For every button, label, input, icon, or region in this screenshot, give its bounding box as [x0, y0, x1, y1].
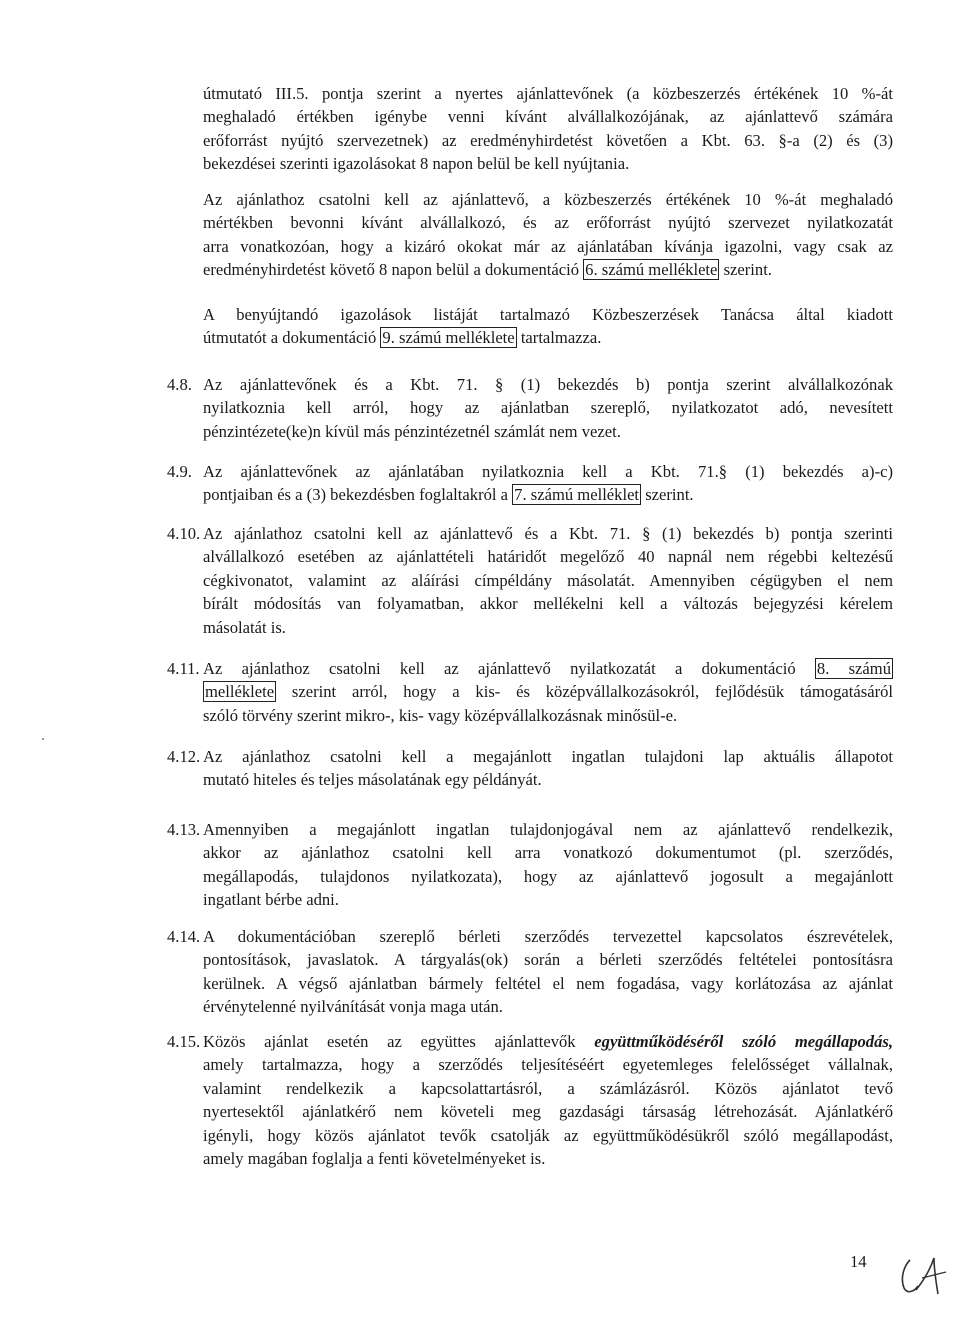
text-line: bekezdései szerinti igazolásokat 8 napon belül be kell nyújtania. [203, 154, 630, 174]
section-4-15 [203, 1030, 893, 1170]
section-number: 4.8. [167, 375, 192, 394]
text-line: Amennyiben a megajánlott ingatlan tulajdonjogával nem az ajánlattevő rendelkezik, [203, 820, 893, 839]
intro-paragraph [203, 82, 893, 176]
certificates-paragraph [203, 303, 893, 350]
text-line: A dokumentációban szereplő bérleti szerződés tervezettel kapcsolatos észrevételek, [203, 927, 893, 946]
text-line: arra vonatkozóan, hogy a kizáró okokat már az ajánlatában kívánja igazolni, vagy csak az [203, 236, 893, 256]
text-line: pénzintézete(ke)n kívül más pénzintézetnél számlát nem vezet. [203, 421, 621, 441]
section-number: 4.13. [167, 820, 201, 839]
text-line: mutató hiteles és teljes másolatának egy példányát. [203, 770, 542, 790]
text-line: Közös ajánlat esetén az együttes ajánlattevők együttműködéséről szóló megállapodás, [203, 1032, 893, 1051]
text-line: Az ajánlathoz csatolni kell az ajánlattevő és a Kbt. 71. § (1) bekezdés b) pontja szerinti [203, 524, 893, 543]
section-number: 4.14. [167, 927, 201, 946]
section-number: 4.11. [167, 659, 200, 678]
text-line: útmutató III.5. pontja szerint a nyertes ajánlattevőnek (a közbeszerzés értékének 10 %-át [203, 84, 893, 103]
text-line: útmutatót a dokumentáció 9. számú melléklete tartalmazza. [203, 328, 602, 348]
text-line: mértékben bevonni kívánt alvállalkozó, és az erőforrást nyújtó szervezet nyilatkozatát [203, 213, 893, 233]
text-line: melléklete szerint arról, hogy a kis- és középvállalkozásokról, fejlődésük támogatásáról [205, 682, 893, 702]
page-number: 14 [850, 1252, 867, 1271]
annex-9-reference[interactable]: 9. számú melléklete [382, 328, 515, 348]
section-4-8 [203, 373, 893, 443]
text-line: pontosítások, javaslatok. A tárgyalás(ok) során a bérleti szerződés feltételei pontosításra [203, 950, 893, 970]
handwritten-initials [896, 1250, 948, 1298]
text-line: akkor az ajánlathoz csatolni kell arra vonatkozó dokumentumot (pl. szerződés, [203, 843, 893, 863]
section-number: 4.12. [167, 747, 201, 766]
text-line: igényli, hogy közös ajánlatot tevők csatolják az együttműködésükről szóló megállapodást, [203, 1125, 893, 1145]
text-line: eredményhirdetést követő 8 napon belül a dokumentáció 6. számú melléklete szerint. [203, 260, 772, 280]
text-line: pontjaiban és a (3) bekezdésben foglaltakról a 7. számú melléklet szerint. [203, 485, 694, 505]
text-line: amely tartalmazza, hogy a szerződés teljesítéséért egyetemleges felelősséget vállalnak, [203, 1055, 893, 1075]
section-4-9 [203, 460, 893, 507]
text-line: Az ajánlathoz csatolni kell az ajánlattevő nyilatkozatát a dokumentáció 8. számú [203, 659, 891, 678]
text-line: nyilatkoznia kell arról, hogy az ajánlatban szereplő, nyilatkozatot adó, nevesített [203, 398, 893, 418]
section-4-14 [203, 925, 893, 1019]
text-line: cégkivonatot, valamint az aláírási címpéldány másolatát. Amennyiben cégügyben el nem [203, 570, 893, 590]
text-line: meghaladó értékben igénybe venni kívánt alvállalkozójának, az ajánlattevő számára [203, 107, 893, 127]
section-4-12 [203, 745, 893, 792]
text-line: Az ajánlattevőnek és a Kbt. 71. § (1) bekezdés b) pontja szerint alvállalkozónak [203, 375, 893, 394]
text-line: megállapodás, tulajdonos nyilatkozata), hogy az ajánlattevő jogosult a megajánlott [203, 866, 893, 886]
text-line: Az ajánlathoz csatolni kell a megajánlott ingatlan tulajdoni lap aktuális állapotot [203, 747, 893, 766]
text-line: erőforrást nyújtó szervezetnek) az eredményhirdetést követően a Kbt. 63. §-a (2) és (3) [203, 130, 893, 150]
section-4-10 [203, 522, 893, 639]
text-line: Az ajánlathoz csatolni kell az ajánlattevő, a közbeszerzés értékének 10 %-át meghaladó [203, 190, 893, 209]
annex-8-reference-cont[interactable]: melléklete [205, 682, 275, 702]
section-number: 4.10. [167, 524, 201, 543]
text-line: szóló törvény szerint mikro-, kis- vagy középvállalkozásnak minősül-e. [203, 705, 678, 725]
agreement-title: együttműködéséről szóló megállapodás, [594, 1032, 893, 1051]
annex-6-reference[interactable]: 6. számú melléklete [585, 260, 718, 280]
attachment-paragraph [203, 188, 893, 282]
text-line: amely magában foglalja a fenti követelményeket is. [203, 1149, 546, 1169]
text-line: bírált módosítás van folyamatban, akkor mellékelni kell a változás bejegyzési kérelem [203, 594, 893, 614]
text-line: érvénytelenné nyilvánítását vonja maga után. [203, 997, 503, 1017]
text-line: ingatlant bérbe adni. [203, 890, 339, 910]
scan-speck [42, 738, 44, 740]
text-line: A benyújtandó igazolások listáját tartalmazó Közbeszerzések Tanácsa által kiadott [203, 305, 893, 324]
section-number: 4.15. [167, 1032, 201, 1051]
annex-7-reference[interactable]: 7. számú melléklet [514, 485, 640, 505]
text-line: valamint rendelkezik a kapcsolattartásról, a számlázásról. Közös ajánlatot tevő [203, 1078, 893, 1098]
text-line: nyertesektől ajánlatkérő nem követeli meg gazdasági társaság létrehozását. Ajánlatkérő [203, 1102, 893, 1122]
section-4-13 [203, 818, 893, 912]
text-line: másolatát is. [203, 617, 286, 637]
text-line: kerülnek. A végső ajánlatban bármely feltétel el nem fogadása, vagy korlátozása az ajánlat [203, 973, 893, 993]
text-line: Az ajánlattevőnek az ajánlatában nyilatkoznia kell a Kbt. 71.§ (1) bekezdés a)-c) [203, 462, 893, 481]
text-line: alvállalkozó esetében az ajánlattételi határidőt megelőző 40 napnál nem régebbi keltezésű [203, 547, 893, 567]
section-4-11 [203, 657, 893, 727]
section-number: 4.9. [167, 462, 192, 481]
annex-8-reference[interactable]: 8. számú [816, 659, 891, 678]
